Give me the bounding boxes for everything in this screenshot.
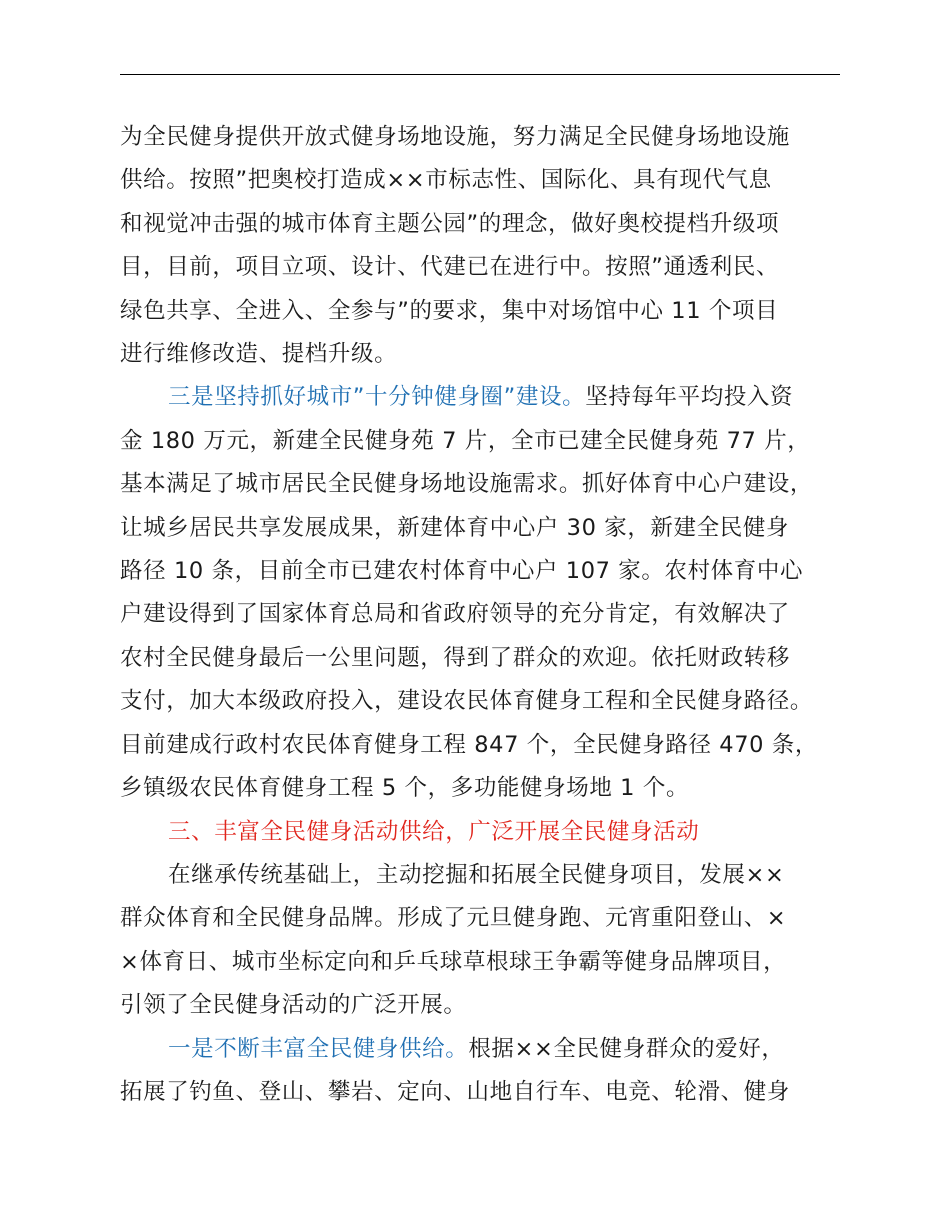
- text-line: 目，目前，项目立项、设计、代建已在进行中。按照”通透利民、: [120, 254, 780, 281]
- text-line: 让城乡居民共享发展成果，新建体育中心户 30 家，新建全民健身: [120, 514, 790, 541]
- text-run: 坚持每年平均投入资: [585, 384, 794, 411]
- text-line: 和视觉冲击强的城市体育主题公园”的理念，做好奥校提档升级项: [120, 210, 780, 237]
- subheading-line: [120, 376, 865, 419]
- text-line: 引领了全民健身活动的广泛开展。: [120, 992, 467, 1019]
- subheading-text: 一是不断丰富全民健身供给。: [168, 1035, 469, 1062]
- text-line: 农村全民健身最后一公里问题，得到了群众的欢迎。依托财政转移: [120, 644, 790, 671]
- paragraph-start: 在继承传统基础上，主动挖掘和拓展全民健身项目，发展××: [168, 861, 785, 888]
- section-heading: 三、丰富全民健身活动供给，广泛开展全民健身活动: [168, 818, 700, 845]
- header-rule: [120, 74, 840, 75]
- text-line: 进行维修改造、提档升级。: [120, 341, 398, 368]
- text-line: 供给。按照”把奥校打造成××市标志性、国际化、具有现代气息: [120, 167, 772, 194]
- text-line: 为全民健身提供开放式健身场地设施，努力满足全民健身场地设施: [120, 124, 790, 150]
- text-line: 绿色共享、全进入、全参与”的要求，集中对场馆中心 11 个项目: [120, 297, 779, 324]
- text-line: 群众体育和全民健身品牌。形成了元旦健身跑、元宵重阳登山、×: [120, 905, 787, 932]
- text-line: 目前建成行政村农民体育健身工程 847 个，全民健身路径 470 条，: [120, 731, 819, 758]
- text-line: 乡镇级农民体育健身工程 5 个，多功能健身场地 1 个。: [120, 775, 690, 802]
- text-line: 户建设得到了国家体育总局和省政府领导的充分肯定，有效解决了: [120, 601, 790, 628]
- text-run: 根据××全民健身群众的爱好，: [468, 1035, 785, 1062]
- text-line: 拓展了钓鱼、登山、攀岩、定向、山地自行车、电竞、轮滑、健身: [120, 1078, 790, 1105]
- body-text: [120, 116, 865, 1114]
- text-line: ×体育日、城市坐标定向和乒乓球草根球王争霸等健身品牌项目，: [120, 948, 787, 975]
- text-line: 金 180 万元，新建全民健身苑 7 片，全市已建全民健身苑 77 片，: [120, 427, 811, 454]
- subheading-text: 三是坚持抓好城市”十分钟健身圈”建设。: [168, 384, 586, 411]
- subheading-line: [120, 1028, 865, 1071]
- text-line: 基本满足了城市居民全民健身场地设施需求。抓好体育中心户建设，: [120, 471, 814, 498]
- text-line: 路径 10 条，目前全市已建农村体育中心户 107 家。农村体育中心: [120, 558, 804, 585]
- text-line: 支付，加大本级政府投入，建设农民体育健身工程和全民健身路径。: [120, 688, 814, 715]
